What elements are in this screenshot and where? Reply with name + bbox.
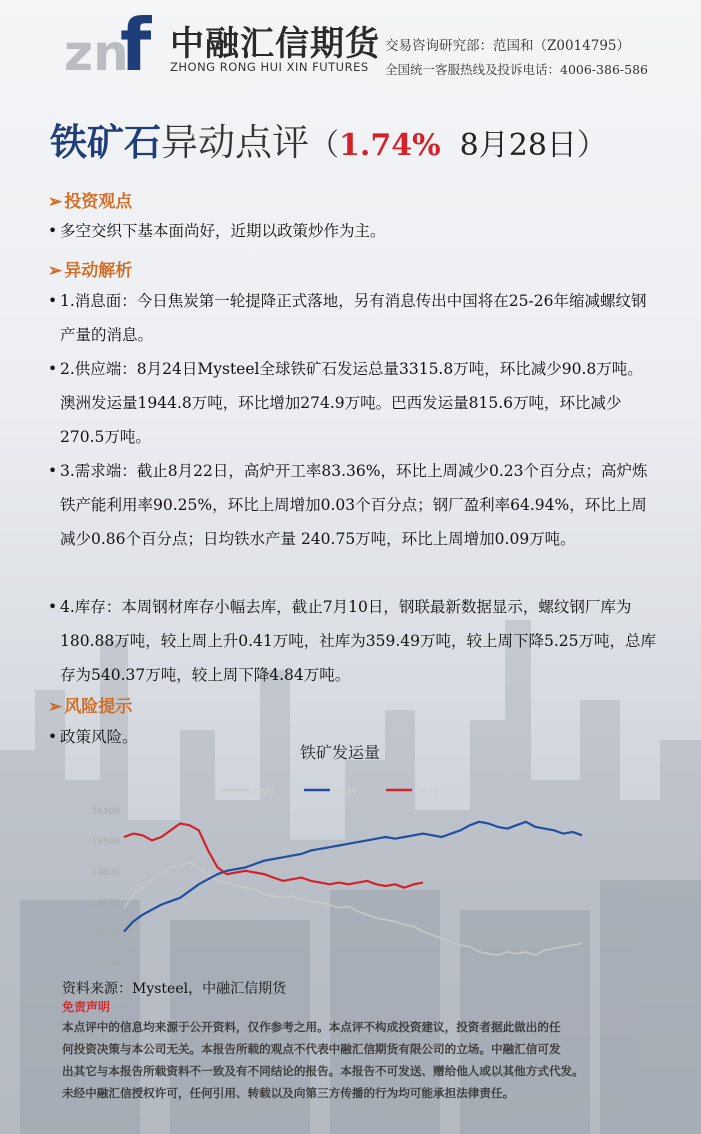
section-heading-risk: ➢ 风险提示 [48,697,133,717]
title-date: 8月28日 [459,128,577,163]
series-line-2023 [124,862,582,955]
iron-ore-shipment-chart [82,770,622,980]
data-source: 资料来源：Mysteel，中融汇信期货 [62,981,287,997]
bullet-dot-icon: • [48,360,58,378]
analysis-item-news: • 1.消息面：今日焦炭第一轮提降正式落地，另有消息传出中国将在25-26年缩减螺纹钢产量的消息。 [48,284,658,352]
bullet-dot-icon: • [48,598,58,616]
section-heading-analysis: ➢ 异动解析 [48,261,133,281]
company-name-cn: 中融汇信期货 [170,24,380,64]
chart-title: 铁矿发运量 [300,743,381,762]
disclaimer-text: 本点评中的信息均来源于公开资料，仅作参考之用。本点评不构成投资建议，投资者据此做出的任 何投资决策与本公司无关。本报告所载的观点不代表中融汇信期货有限公司的立场。中融汇信可发 出其它与本报告所载资料不一致及有不同结论的报告。本报告不可发送、赠给他人或以其他方式代发。 未经中融汇信授权许可，任何引用、转载以及向第三方传播的行为均可能承担法律责任。 [62,1020,584,1100]
y-tick-label: 11900 [91,959,120,969]
hotline-contact: 全国统一客服热线及投诉电话：4006-386-586 [385,62,648,77]
arrow-right-icon: ➢ [48,192,63,212]
analysis-item-inventory: • 4.库存：本周钢材库存小幅去库，截止7月10日，钢联最新数据显示，螺纹钢厂库为180.88万吨，较上周上升0.41万吨，社库为359.49万吨，较上周下降5.25万吨，总库存为540.37万吨，较上周下降4.84万吨。 [48,590,658,692]
svg-text:f: f [120,8,152,78]
title-commodity: 铁矿石 [50,120,161,164]
series-line-2024 [124,824,423,888]
y-tick-label: 14600 [91,867,120,878]
title-change-percent: 1.74% [339,128,441,163]
bullet-dot-icon: • [48,462,58,480]
y-tick-label: 16400 [91,807,120,817]
legend-label-2025: 2025 [334,787,357,797]
analysis-item-supply: • 2.供应端：8月24日Mysteel全球铁矿石发运总量3315.8万吨，环比减少90.8万吨。澳洲发运量1944.8万吨，环比增加274.9万吨。巴西发运量815.6万吨，环比减少270.5万吨。 [48,352,658,454]
svg-text:zn: zn [64,24,129,78]
section-heading-view: ➢ 投资观点 [48,192,133,212]
y-tick-label: 12800 [91,928,120,939]
disclaimer-heading: 免责声明 [62,1000,111,1014]
znf-logo-icon [62,8,162,78]
title-topic: 异动点评 [161,121,309,164]
risk-bullet: • 政策风险。 [48,720,658,754]
company-name-en: ZHONG RONG HUI XIN FUTURES [170,60,369,74]
bullet-dot-icon: • [48,728,58,746]
bullet-dot-icon: • [48,292,58,310]
series-line-2025 [124,822,582,932]
view-bullet: • 多空交织下基本面尚好，近期以政策炒作为主。 [48,214,658,248]
report-title: 铁矿石异动点评（1.74% 8月28日） [50,120,607,164]
y-tick-label: 15500 [91,837,120,848]
analyst-contact: 交易咨询研究部：范国和（Z0014795） [385,38,631,54]
arrow-right-icon: ➢ [48,697,63,717]
legend-label-2023: 2023 [252,787,275,797]
arrow-right-icon: ➢ [48,261,63,281]
analysis-item-demand: • 3.需求端：截止8月22日，高炉开工率83.36%，环比上周减少0.23个百分点；高炉炼铁产能利用率90.25%，环比上周增加0.03个百分点；钢厂盈利率64.94%，环比上周减少0.86个百分点；日均铁水产量 240.75万吨，环比上周增加0.09万吨。 [48,454,658,556]
y-tick-label: 13700 [91,898,120,909]
bullet-dot-icon: • [48,222,58,240]
legend-label-2024: 2024 [416,787,439,797]
